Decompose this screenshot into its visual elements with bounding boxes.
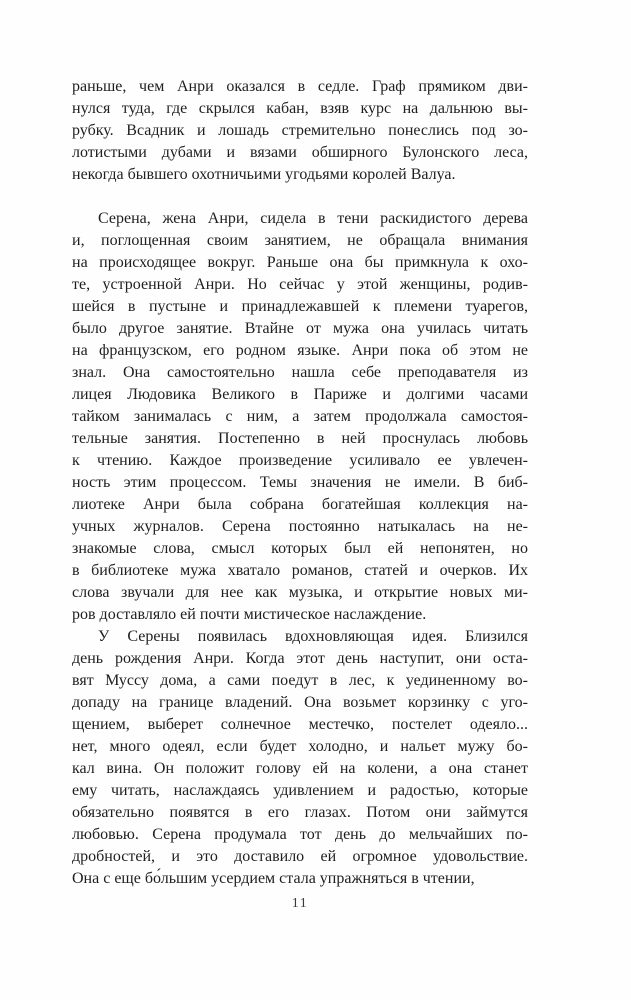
text-line: ему читать, наслаждаясь удивлением и радостью, которые <box>72 782 528 799</box>
paragraph <box>72 208 528 626</box>
text-line: в библиотеке мужа хватало романов, статей и очерков. Их <box>72 562 528 579</box>
page-number: 11 <box>291 896 309 911</box>
text-line: на французском, его родном языке. Анри пока об этом не <box>72 342 528 359</box>
text-line: допаду на границе владений. Она возьмет корзинку с уго- <box>72 694 528 711</box>
text-line: рубку. Всадник и лошадь стремительно понеслись под зо- <box>72 122 528 139</box>
text-line: знал. Она самостоятельно нашла себе преподавателя из <box>72 364 528 381</box>
text-line: ность этим процессом. Темы значения не имели. В биб- <box>72 474 528 491</box>
text-line: ров доставляло ей почти мистическое наслаждение. <box>72 606 427 623</box>
text-line: дробностей, и это доставило ей огромное удовольствие. <box>72 848 528 865</box>
text-line: щением, выберет солнечное местечко, постелет одеяло... <box>72 716 528 733</box>
text-line: знакомые слова, смысл которых был ей непонятен, но <box>72 540 528 557</box>
text-line: учных журналов. Серена постоянно натыкалась на не- <box>72 518 528 535</box>
text-line: лотистыми дубами и вязами обширного Булонского леса, <box>72 144 528 161</box>
text-line: раньше, чем Анри оказался в седле. Граф прямиком дви- <box>72 78 528 95</box>
text-line: Она с еще бо́льшим усердием стала упражняться в чтении, <box>72 870 475 887</box>
text-line: лиотеке Анри была собрана богатейшая коллекция на- <box>72 496 528 513</box>
text-line: день рождения Анри. Когда этот день наступит, они оста- <box>72 650 528 667</box>
text-line: на происходящее вокруг. Раньше она бы примкнула к охо- <box>72 254 528 271</box>
paragraph <box>72 76 528 186</box>
text-line: тельные занятия. Постепенно в ней проснулась любовь <box>72 430 528 447</box>
text-line: лицея Людовика Великого в Париже и долгими часами <box>72 386 528 403</box>
text-line: шейся в пустыне и принадлежавшей к племени туарегов, <box>72 298 528 315</box>
text-line: Серена, жена Анри, сидела в тени раскидистого дерева <box>98 210 528 227</box>
text-line: тайком занималась с ним, а затем продолжала самостоя- <box>72 408 528 425</box>
text-line: любовью. Серена продумала тот день до мельчайших по- <box>72 826 528 843</box>
paragraph <box>72 626 528 890</box>
text-line: вят Муссу дома, а сами поедут в лес, к уединенному во- <box>72 672 528 689</box>
text-line: было другое занятие. Втайне от мужа она училась читать <box>72 320 528 337</box>
text-line: некогда бывшего охотничьими угодьями королей Валуа. <box>72 166 456 183</box>
text-line: к чтению. Каждое произведение усиливало ее увлечен- <box>72 452 528 469</box>
text-line: те, устроенной Анри. Но сейчас у этой женщины, родив- <box>72 276 528 293</box>
text-line: У Серены появилась вдохновляющая идея. Близился <box>98 628 528 645</box>
text-line: слова звучали для нее как музыка, и открытие новых ми- <box>72 584 528 601</box>
page-text <box>72 76 528 890</box>
text-line: нет, много одеял, если будет холодно, и нальет мужу бо- <box>72 738 528 755</box>
text-line: нулся туда, где скрылся кабан, взяв курс на дальнюю вы- <box>72 100 528 117</box>
text-line: кал вина. Он положит голову ей на колени, а она станет <box>72 760 528 777</box>
text-line: обязательно появятся в его глазах. Потом они займутся <box>72 804 528 821</box>
text-line: и, поглощенная своим занятием, не обращала внимания <box>72 232 528 249</box>
